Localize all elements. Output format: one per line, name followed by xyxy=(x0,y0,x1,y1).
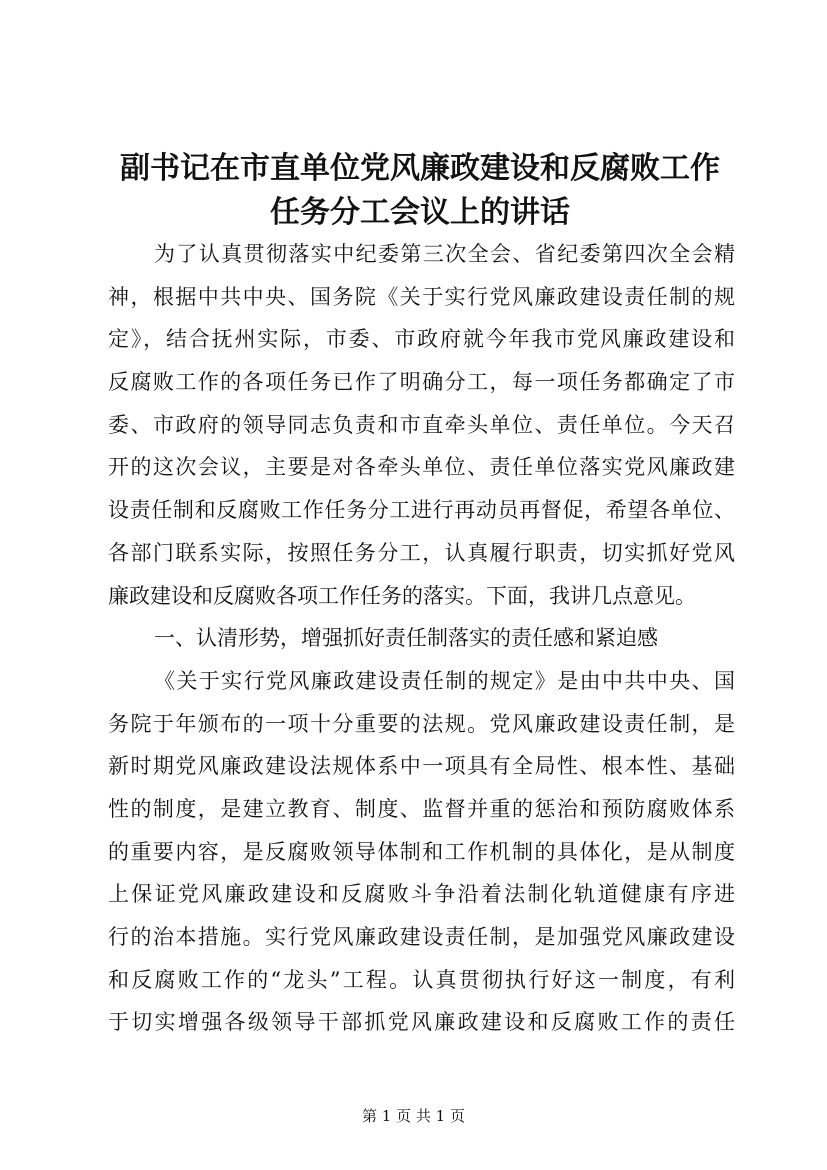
paragraph-line: 开的这次会议，主要是对各牵头单位、责任单位落实党风廉政建 xyxy=(108,455,735,479)
paragraph-line: 各部门联系实际，按照任务分工，认真履行职责，切实抓好党风 xyxy=(108,541,735,565)
paragraph-line: 务院于年颁布的一项十分重要的法规。党风廉政建设责任制，是 xyxy=(108,712,735,736)
paragraph-line: 性的制度，是建立教育、制度、监督并重的惩治和预防腐败体系 xyxy=(108,797,735,821)
page-number-footer: 第 1 页 共 1 页 xyxy=(362,1107,465,1125)
paragraph-line: 于切实增强各级领导干部抓党风廉政建设和反腐败工作的责任 xyxy=(108,1010,735,1034)
paragraph-line: 上保证党风廉政建设和反腐败斗争沿着法制化轨道健康有序进 xyxy=(108,882,735,906)
paragraph-line: 设责任制和反腐败工作任务分工进行再动员再督促，希望各单位、 xyxy=(108,498,735,522)
document-title-line-1: 副书记在市直单位党风廉政建设和反腐败工作 xyxy=(120,151,720,186)
paragraph-line: 的重要内容，是反腐败领导体制和工作机制的具体化，是从制度 xyxy=(108,840,735,864)
paragraph-line: 和反腐败工作的“龙头”工程。认真贯彻执行好这一制度，有利 xyxy=(108,968,735,992)
paragraph-line: 神，根据中共中央、国务院《关于实行党风廉政建设责任制的规 xyxy=(108,285,735,309)
paragraph-line: 《关于实行党风廉政建设责任制的规定》是由中共中央、国 xyxy=(154,669,735,693)
paragraph-line: 为了认真贯彻落实中纪委第三次全会、省纪委第四次全会精 xyxy=(154,242,735,266)
paragraph-line: 廉政建设和反腐败各项工作任务的落实。下面，我讲几点意见。 xyxy=(108,584,696,608)
paragraph-line: 委、市政府的领导同志负责和市直牵头单位、责任单位。今天召 xyxy=(108,413,735,437)
paragraph-line: 反腐败工作的各项任务已作了明确分工，每一项任务都确定了市 xyxy=(108,370,735,394)
section-heading: 一、认清形势，增强抓好责任制落实的责任感和紧迫感 xyxy=(154,626,658,650)
paragraph-line: 行的治本措施。实行党风廉政建设责任制，是加强党风廉政建设 xyxy=(108,925,735,949)
paragraph-line: 定》，结合抚州实际，市委、市政府就今年我市党风廉政建设和 xyxy=(108,327,735,351)
document-title-line-2: 任务分工会议上的讲话 xyxy=(270,195,570,230)
paragraph-line: 新时期党风廉政建设法规体系中一项具有全局性、根本性、基础 xyxy=(108,754,735,778)
